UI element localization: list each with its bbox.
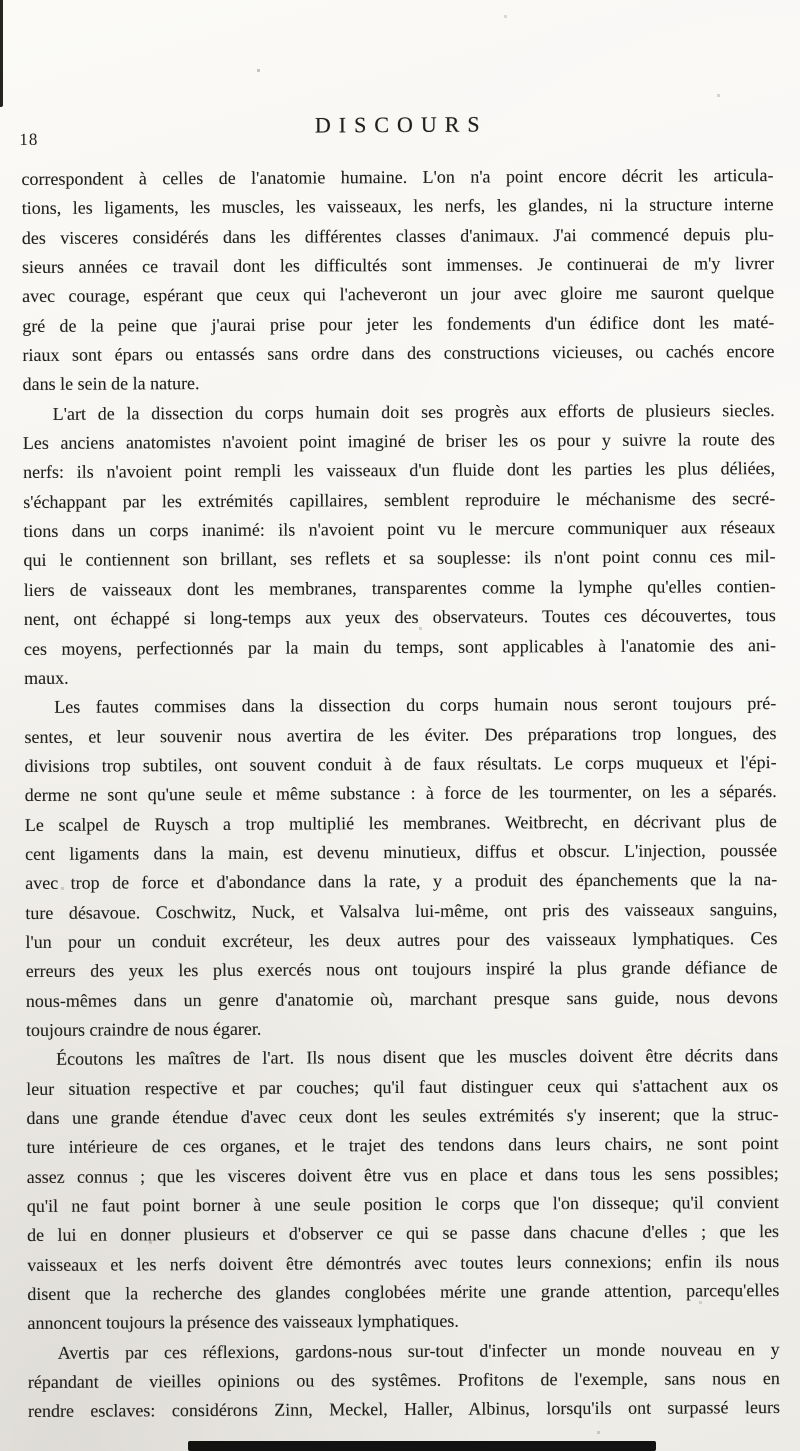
text-line: qui le contiennent son brillant, ses reflets et sa souplesse: ils n'ont point connu ces mil-	[23, 546, 776, 571]
text-line: s'échappant par les extrémités capillaires, semblent reproduire le méchanisme des secré-	[23, 487, 776, 512]
text-line: disent que la recherche des glandes conglobées mérite une grande attention, parcequ'elles	[27, 1280, 780, 1305]
text-line: annoncent toujours la présence des vaisseaux lymphatiques.	[27, 1311, 459, 1334]
text-line: dans une grande étendue d'avec ceux dont les seules extrémités s'y inserent; que la struc-	[26, 1104, 779, 1128]
text-line: derme ne sont qu'une seule et même substance : à force de les tourmenter, on les a séparés.	[24, 781, 777, 806]
text-line: cent ligaments dans la main, est devenu minutieux, diffus et obscur. L'injection, poussée	[24, 839, 778, 864]
text-line: sieurs années ce travail dont les difficultés sont immenses. Je continuerai de m'y livrer	[21, 253, 775, 278]
text-line: avec courage, espérant que ceux qui l'acheveront un jour avec gloire me sauront quelque	[22, 282, 775, 307]
text-line: assez connus ; que les visceres doivent être vus en place et dans tous les sens possibles;	[26, 1162, 779, 1187]
text-line: répandant de vieilles opinions ou des systêmes. Profitons de l'exemple, sans nous en	[27, 1368, 780, 1393]
text-line: gré de la peine que j'aurai prise pour jeter les fondements d'un édifice dont les maté-	[22, 311, 775, 336]
text-line: leur situation respective et par couches; qu'il faut distinguer ceux qui s'attachent aux os	[26, 1074, 779, 1099]
text-line: divisions trop subtiles, ont souvent conduit à de faux résultats. Le corps muqueux et l'épi-	[24, 751, 777, 776]
text-line: nous-mêmes dans un genre d'anatomie où, marchant presque sans guide, nous devons	[25, 986, 778, 1011]
text-line: toujours craindre de nous égarer.	[25, 1018, 262, 1040]
text-line: liers de vaisseaux dont les membranes, transparentes comme la lymphe qu'elles contien-	[23, 575, 776, 600]
text-line: Le scalpel de Ruysch a trop multiplié les membranes. Weitbrecht, en décrivant plus de	[24, 810, 777, 835]
text-line: sentes, et leur souvenir nous avertira de les éviter. Des préparations trop longues, des	[24, 722, 777, 747]
text-line: des visceres considérés dans les différentes classes d'animaux. J'ai commencé depuis plu-	[21, 223, 774, 248]
text-line: de lui en donner plusieurs et d'observer ce qui se passe dans chacune d'elles ; que les	[26, 1221, 780, 1246]
text-line: nerfs: ils n'avoient point rempli les vaisseaux d'un fluide dont les parties les plus déliées,	[22, 458, 776, 483]
text-line: dans le sein de la nature.	[22, 373, 200, 395]
text-line: riaux sont épars ou entassés sans ordre dans des constructions vicieuses, ou cachés encore	[22, 341, 775, 366]
scan-edge-artifact-left	[0, 0, 3, 107]
scan-edge-artifact-bottom	[188, 1441, 656, 1451]
text-line: vaisseaux et les nerfs doivent être démontrés avec toutes leurs connexions; enfin ils nous	[27, 1250, 780, 1275]
text-line: L'art de la dissection du corps humain doit ses progrès aux efforts de plusieurs siecles.	[52, 399, 775, 424]
text-line: qu'il ne faut point borner à une seule position le corps que l'on disseque; qu'il convient	[26, 1192, 779, 1216]
text-line: Écoutons les maîtres de l'art. Ils nous disent que les muscles doivent être décrits dans	[56, 1045, 779, 1070]
text-line: Les anciens anatomistes n'avoient point imaginé de briser les os pour y suivre la route des	[22, 429, 775, 454]
text-line: erreurs des yeux les plus exercés nous ont toujours inspiré la plus grande défiance de	[25, 957, 778, 982]
text-line: tions dans un corps inanimé: ils n'avoient point vu le mercure communiquer aux réseaux	[23, 517, 776, 542]
text-line: maux.	[24, 667, 69, 688]
running-header: DISCOURS	[314, 111, 488, 138]
body-text	[21, 161, 780, 1427]
text-line: nent, ont échappé si long-temps aux yeux des observateurs. Toutes ces découvertes, tous	[23, 605, 776, 630]
text-line: Les fautes commises dans la dissection du corps humain nous seront toujours pré-	[54, 693, 777, 717]
text-line: Avertis par ces réflexions, gardons-nous sur-tout d'infecter un monde nouveau en y	[57, 1338, 780, 1363]
text-line: tions, les ligaments, les muscles, les vaisseaux, les nerfs, les glandes, ni la structure interne	[21, 194, 774, 219]
text-line: rendre esclaves: considérons Zinn, Meckel, Haller, Albinus, lorsqu'ils ont surpassé leurs	[27, 1397, 781, 1422]
page-number: 18	[19, 129, 39, 149]
text-line: ces moyens, perfectionnés par la main du temps, sont applicables à l'anatomie des ani-	[23, 634, 777, 659]
text-line: avec trop de force et d'abondance dans la rate, y a produit des épanchements que la na-	[25, 869, 778, 894]
text-line: correspondent à celles de l'anatomie humaine. L'on n'a point encore décrit les articula-	[21, 165, 774, 189]
text-line: ture désavoue. Coschwitz, Nuck, et Valsalva lui-même, ont pris des vaisseaux sanguins,	[25, 898, 778, 923]
scan-speckles	[0, 0, 1, 1]
text-line: ture intérieure de ces organes, et le trajet des tendons dans leurs chairs, ne sont point	[26, 1133, 779, 1158]
text-line: l'un pour un conduit excréteur, les deux autres pour des vaisseaux lymphatiques. Ces	[25, 927, 778, 952]
